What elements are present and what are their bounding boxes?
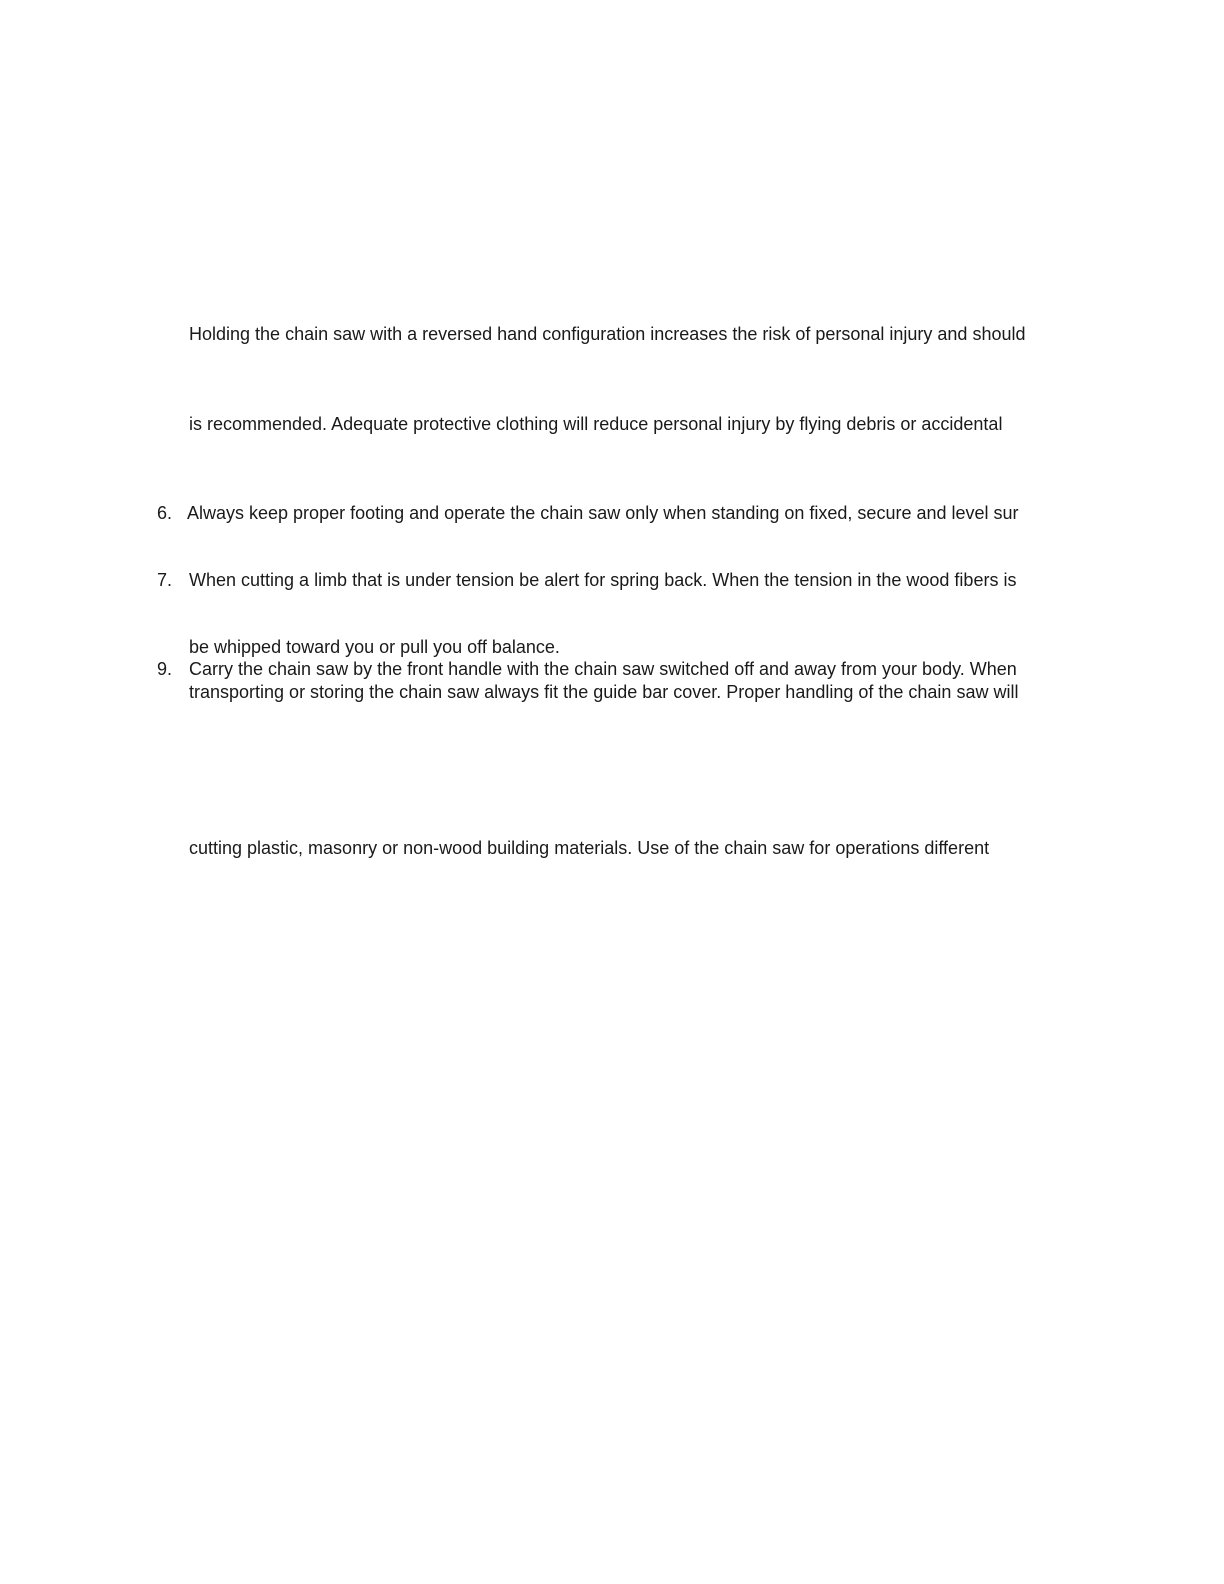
list-item-6-text: Always keep proper footing and operate the chain saw only when standing on fixed, secure and level sur [187, 503, 1019, 523]
list-number-9: 9. [157, 659, 173, 679]
text-line-whipped: be whipped toward you or pull you off balance. [189, 637, 560, 657]
text-line-recommended: is recommended. Adequate protective clothing will reduce personal injury by flying debris or accidental [189, 414, 1003, 434]
text-line-holding: Holding the chain saw with a reversed hand configuration increases the risk of personal injury and should [189, 324, 1026, 344]
list-item-9-text: Carry the chain saw by the front handle with the chain saw switched off and away from your body. When [189, 659, 1017, 679]
text-line-cutting-plastic: cutting plastic, masonry or non-wood building materials. Use of the chain saw for operations different [189, 838, 990, 858]
list-item-7-text: When cutting a limb that is under tension be alert for spring back. When the tension in the wood fibers is [189, 570, 1017, 590]
list-number-6: 6. [157, 503, 173, 523]
text-line-transporting: transporting or storing the chain saw always fit the guide bar cover. Proper handling of the chain saw will [189, 682, 1019, 702]
list-number-7: 7. [157, 570, 173, 590]
